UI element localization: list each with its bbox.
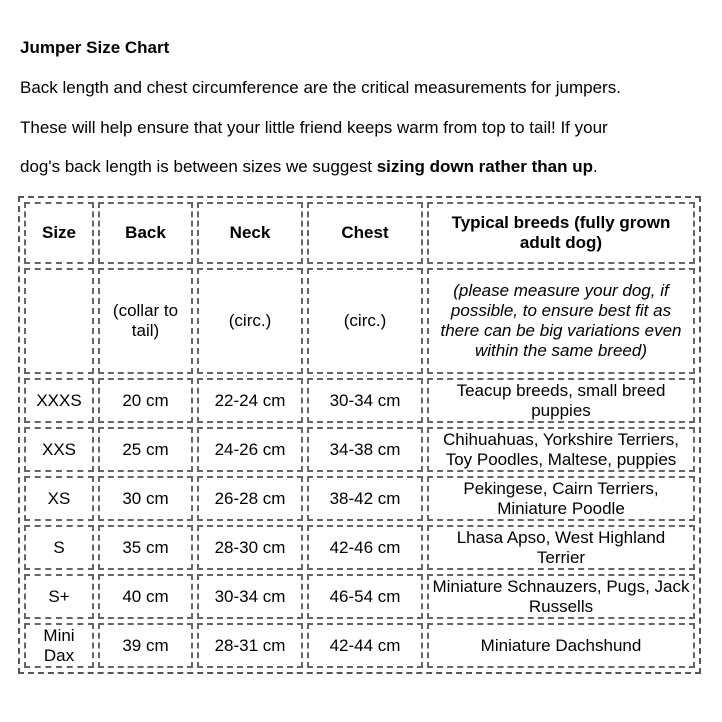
cell-chest: 42-46 cm	[307, 525, 423, 570]
notes-row	[24, 268, 695, 374]
header-neck: Neck	[197, 202, 303, 264]
note-back: (collar to tail)	[98, 268, 193, 374]
intro-paragraph-1: Back length and chest circumference are the critical measurements for jumpers.	[20, 78, 621, 97]
intro-paragraph-2: These will help ensure that your little friend keeps warm from top to tail! If your	[20, 118, 608, 137]
table-row	[24, 476, 695, 521]
intro-paragraph-3-suffix: .	[592, 157, 598, 176]
cell-breeds: Miniature Dachshund	[427, 623, 695, 668]
cell-size: Mini Dax	[24, 623, 94, 668]
cell-breeds: Lhasa Apso, West Highland Terrier	[427, 525, 695, 570]
cell-breeds: Miniature Schnauzers, Pugs, Jack Russells	[427, 574, 695, 619]
cell-chest: 46-54 cm	[307, 574, 423, 619]
cell-neck: 30-34 cm	[197, 574, 303, 619]
cell-size: S	[24, 525, 94, 570]
cell-neck: 28-31 cm	[197, 623, 303, 668]
cell-chest: 30-34 cm	[307, 378, 423, 423]
header-row	[24, 202, 695, 264]
cell-size: XXS	[24, 427, 94, 472]
cell-breeds: Chihuahuas, Yorkshire Terriers, Toy Poodles, Maltese, puppies	[427, 427, 695, 472]
cell-back: 20 cm	[98, 378, 193, 423]
header-breeds: Typical breeds (fully grown adult dog)	[427, 202, 695, 264]
cell-neck: 26-28 cm	[197, 476, 303, 521]
cell-back: 30 cm	[98, 476, 193, 521]
table-row	[24, 378, 695, 423]
note-neck: (circ.)	[197, 268, 303, 374]
note-breeds: (please measure your dog, if possible, to ensure best fit as there can be big variations even within the same breed)	[427, 268, 695, 374]
intro-paragraph-3-prefix: dog's back length is between sizes we suggest	[20, 157, 377, 176]
cell-back: 39 cm	[98, 623, 193, 668]
cell-breeds: Pekingese, Cairn Terriers, Miniature Poodle	[427, 476, 695, 521]
cell-back: 25 cm	[98, 427, 193, 472]
cell-breeds: Teacup breeds, small breed puppies	[427, 378, 695, 423]
header-back: Back	[98, 202, 193, 264]
cell-size: XS	[24, 476, 94, 521]
page-title: Jumper Size Chart	[20, 38, 170, 57]
cell-back: 35 cm	[98, 525, 193, 570]
table-row	[24, 623, 695, 668]
cell-size: S+	[24, 574, 94, 619]
intro-paragraph-3	[20, 157, 598, 177]
note-chest: (circ.)	[307, 268, 423, 374]
size-chart-table	[18, 196, 701, 674]
table-row	[24, 427, 695, 472]
cell-chest: 38-42 cm	[307, 476, 423, 521]
intro-paragraph-3-emphasis: sizing down rather than up	[376, 157, 593, 176]
cell-back: 40 cm	[98, 574, 193, 619]
note-size	[24, 268, 94, 374]
table-row	[24, 574, 695, 619]
table-row	[24, 525, 695, 570]
header-chest: Chest	[307, 202, 423, 264]
cell-neck: 28-30 cm	[197, 525, 303, 570]
header-size: Size	[24, 202, 94, 264]
cell-size: XXXS	[24, 378, 94, 423]
cell-neck: 22-24 cm	[197, 378, 303, 423]
cell-neck: 24-26 cm	[197, 427, 303, 472]
cell-chest: 42-44 cm	[307, 623, 423, 668]
cell-chest: 34-38 cm	[307, 427, 423, 472]
